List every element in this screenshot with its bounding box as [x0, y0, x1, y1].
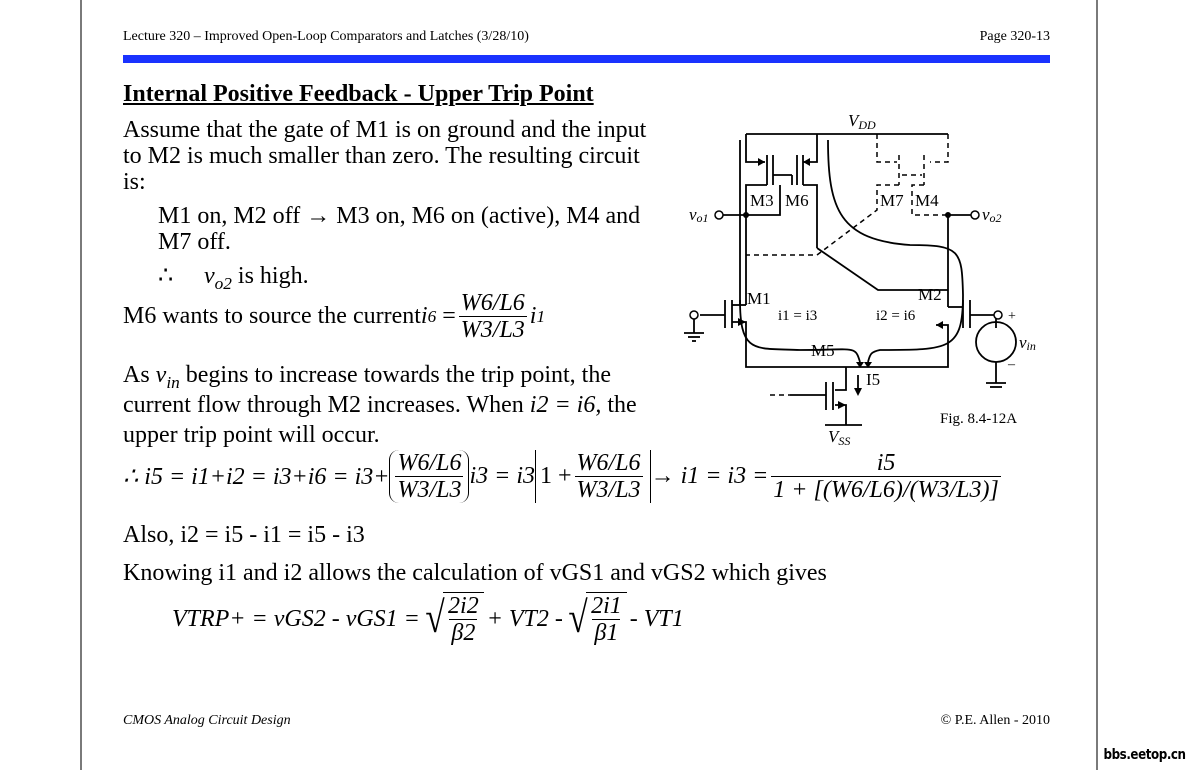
- para2-equation: i2 = i6,: [529, 392, 602, 418]
- eq1-bracket-den: W3/L3: [576, 477, 641, 503]
- fraction-denominator: W3/L3: [460, 317, 525, 343]
- i1-var: i: [529, 303, 537, 329]
- sqrt-term-2: [566, 592, 627, 646]
- vin-label: vin: [1019, 333, 1036, 353]
- radical-icon: √: [425, 593, 445, 642]
- current-sum-equation: [123, 450, 1004, 503]
- sqrt2-den: β1: [594, 620, 619, 646]
- therefore-symbol: ∴: [158, 263, 174, 289]
- eq2-tail: - VT1: [629, 605, 684, 632]
- m6-text: M6 wants to source the current: [123, 303, 421, 329]
- page-border-left: [80, 0, 82, 770]
- also-line: Also, i2 = i5 - i1 = i5 - i3: [123, 522, 365, 548]
- m5-label: M5: [811, 341, 835, 360]
- eq1-bracket: [535, 450, 651, 503]
- conclusion-text: is high.: [231, 263, 309, 289]
- eq1-result: [771, 450, 1001, 503]
- i1-eq-label: i1 = i3: [778, 308, 818, 324]
- page-number: Page 320-13: [979, 29, 1050, 44]
- eq1-bracket-num: W6/L6: [576, 450, 641, 476]
- vo1-terminal: [715, 211, 723, 219]
- copyright: © P.E. Allen - 2010: [940, 713, 1050, 728]
- eq1-bracket-ratio: [575, 450, 643, 503]
- eq1-arrow: → i1 = i3 =: [650, 463, 769, 489]
- eq1-lead: ∴ i5 = i1+i2 = i3+i6 = i3+: [123, 464, 390, 490]
- eq1-ratio-num: W6/L6: [397, 450, 462, 476]
- page-border-right: [1096, 0, 1098, 770]
- sqrt1-den: β2: [451, 620, 476, 646]
- trip-point-paragraph: [123, 360, 683, 450]
- para2-tail: the upper trip point will occur.: [123, 392, 637, 448]
- m3-label: M3: [750, 191, 774, 210]
- m6-source: [803, 134, 817, 162]
- vss-label: VSS: [828, 427, 851, 448]
- sqrt2-fraction: [589, 593, 624, 646]
- vo2-var: v: [204, 263, 215, 289]
- m4-label: M4: [915, 191, 939, 210]
- vo2-terminal: [971, 211, 979, 219]
- vin-sub: in: [166, 373, 180, 393]
- ratio-fraction: [459, 290, 527, 343]
- eq1-paren: [389, 450, 469, 503]
- i5-label: I5: [866, 370, 881, 389]
- minus-label: –: [1008, 357, 1015, 372]
- vo1-label: vo1: [689, 205, 709, 225]
- knowing-line: Knowing i1 and i2 allows the calculation of vGS1 and vGS2 which gives: [123, 560, 827, 586]
- course-name: CMOS Analog Circuit Design: [123, 713, 291, 728]
- m1-gate-terminal: [690, 311, 698, 319]
- watermark: bbs.eetop.cn: [1103, 747, 1186, 763]
- vdd-label: VDD: [848, 111, 876, 132]
- m3-source: [746, 134, 765, 162]
- equals: =: [436, 303, 456, 329]
- sqrt1-fraction: [446, 593, 481, 646]
- vo2-sub: o2: [214, 274, 232, 294]
- sqrt2-num: 2i1: [591, 593, 622, 619]
- para2-lead: As: [123, 362, 156, 388]
- i6-var: i: [420, 303, 428, 329]
- eq1-ratio-den: W3/L3: [397, 477, 462, 503]
- condition-text: M1 on, M2 off → M3 on, M6 on (active), M4 and M7 off.: [158, 203, 641, 255]
- eq1-result-num: i5: [876, 450, 896, 476]
- fraction-numerator: W6/L6: [460, 290, 525, 316]
- eq1-result-den: 1 + [(W6/L6)/(W3/L3)]: [773, 477, 999, 503]
- m6-label: M6: [785, 191, 809, 210]
- eq1-bracket-lead: 1 +: [540, 463, 572, 489]
- eq1-ratio: [395, 450, 463, 503]
- lecture-title: Lecture 320 – Improved Open-Loop Comparators and Latches (3/28/10): [123, 29, 529, 44]
- conclusion-line: [158, 263, 309, 294]
- header-divider: [123, 55, 1050, 63]
- sqrt-term-1: [423, 592, 484, 646]
- eq2-lhs: VTRP+ = vGS2 - vGS1 =: [172, 605, 420, 632]
- trip-voltage-equation: [172, 592, 684, 646]
- eq2-mid: + VT2 -: [486, 605, 563, 632]
- m6-current-equation: M6 wants to source the current i 6 = $\frac{W6/L6}{W3/L3}$ i 1: [123, 290, 546, 343]
- radical-icon: √: [568, 593, 588, 642]
- i2-eq-label: i2 = i6: [876, 308, 916, 324]
- sqrt1-num: 2i2: [448, 593, 479, 619]
- vin-var: v: [155, 362, 167, 388]
- para2-body: begins to increase towards the trip point, the current flow through M2 increases. When: [123, 362, 611, 418]
- m7-label: M7: [880, 191, 904, 210]
- m1-label: M1: [747, 289, 771, 308]
- eq1-mid: i3 = i3: [469, 463, 535, 489]
- plus-label: +: [1008, 309, 1016, 324]
- m2-gate-terminal: [994, 311, 1002, 319]
- m2-label: M2: [918, 285, 942, 304]
- comparator-circuit-diagram: [680, 100, 1040, 450]
- figure-caption: Fig. 8.4-12A: [940, 411, 1018, 427]
- vo2-label: vo2: [982, 205, 1002, 225]
- slide-title: Internal Positive Feedback - Upper Trip Point: [123, 81, 594, 107]
- intro-paragraph: Assume that the gate of M1 is on ground and the input to M2 is much smaller than zero. The resulting circuit is:: [123, 117, 647, 195]
